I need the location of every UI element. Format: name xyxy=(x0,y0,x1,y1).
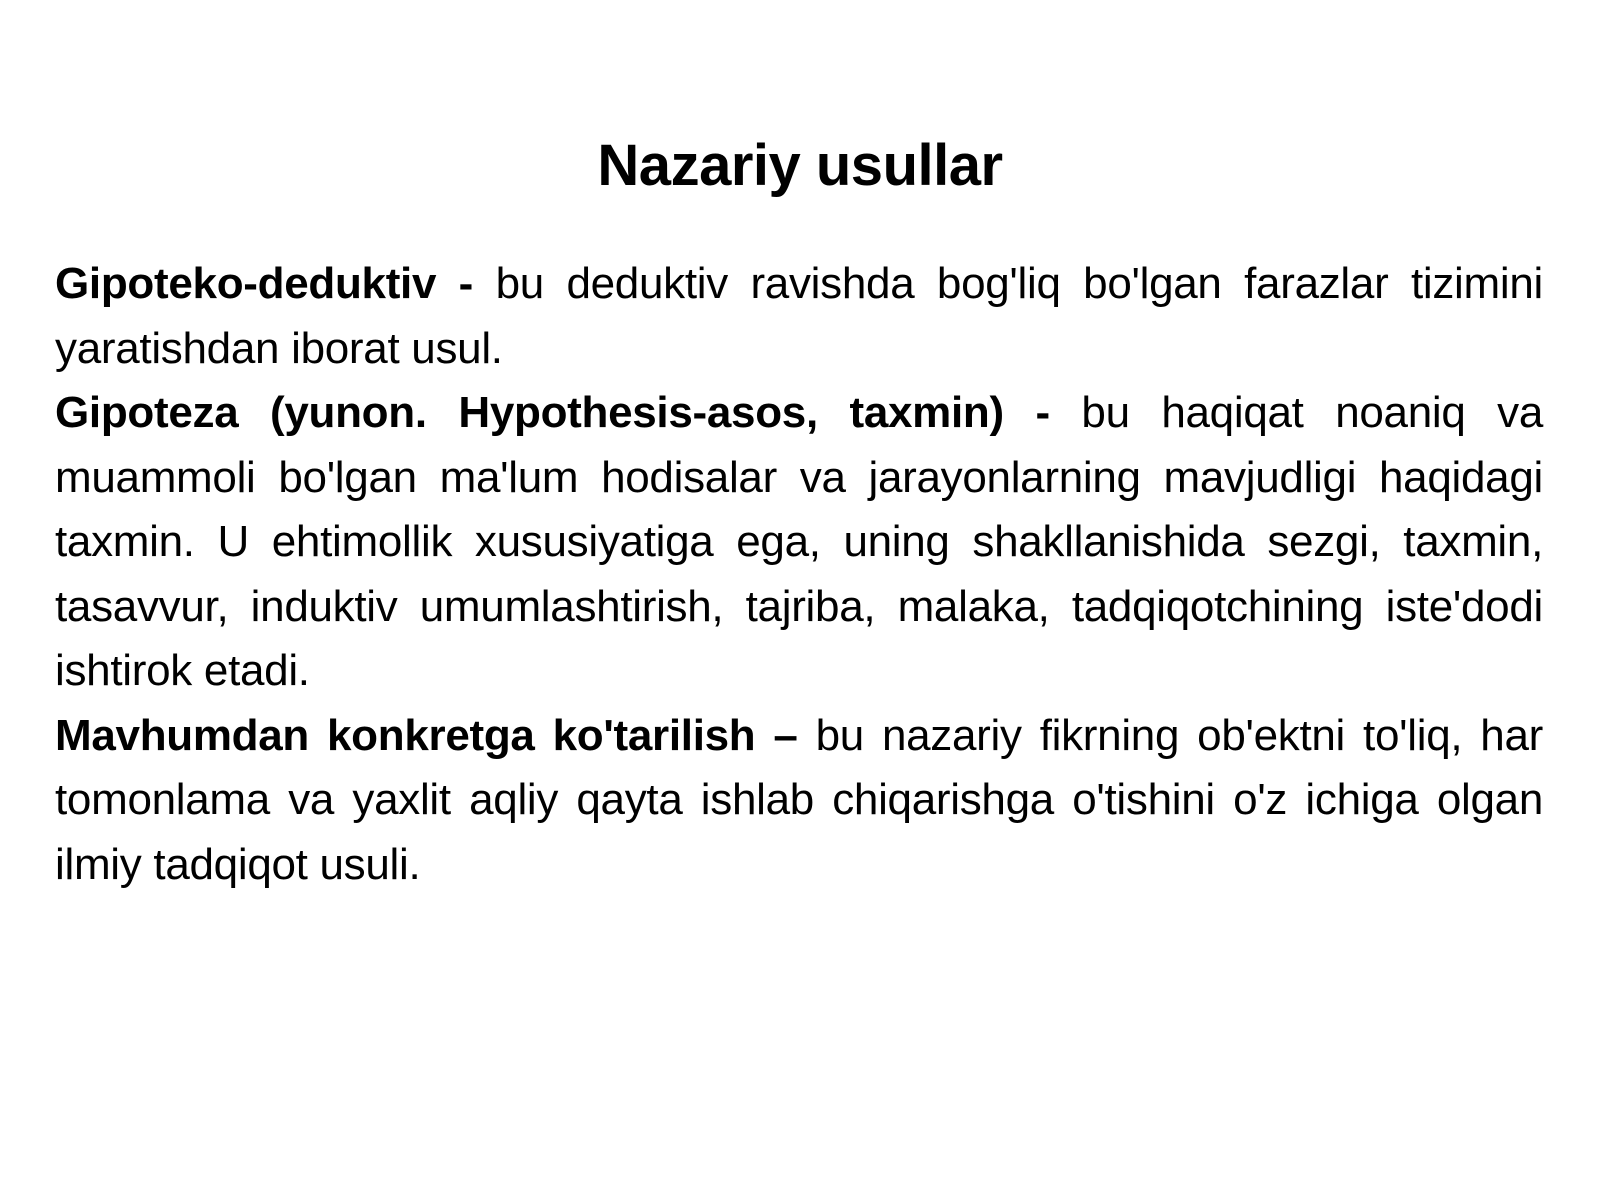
paragraph-gipoteko-deduktiv xyxy=(55,252,1543,381)
term-gipoteko-deduktiv xyxy=(55,259,496,308)
term-text: Mavhumdan konkretga ko'tarilish xyxy=(55,710,756,760)
definition-text: bu nazariy fikrning ob'ektni to'liq, har tomonlama va yaxlit aqliy qayta ishlab chiqarishga o'tishini o'z ichiga olgan ilmiy tadqiqot usuli. xyxy=(55,710,1543,889)
term-text: Gipoteko-deduktiv xyxy=(55,259,437,308)
paragraph-mavhumdan-konkretga xyxy=(55,704,1543,898)
term-text: Gipoteza (yunon. Hypothesis-asos, taxmin) xyxy=(55,388,1004,437)
term-separator: - xyxy=(1003,388,1082,437)
paragraph-gipoteza xyxy=(55,381,1543,704)
slide-body xyxy=(55,252,1543,897)
term-gipoteza xyxy=(55,388,1081,437)
definition-text: bu haqiqat noaniq va muammoli bo'lgan ma'lum hodisalar va jarayonlarning mavjudligi haqidagi taxmin. U ehtimollik xususiyatiga ega, uning shakllanishida sezgi, taxmin, tasavvur, induktiv umumlashtirish, tajriba, malaka, tadqiqotchining iste'dodi ishtirok etadi. xyxy=(55,388,1543,695)
term-separator: - xyxy=(436,259,496,308)
slide-title: Nazariy usullar xyxy=(597,133,1003,198)
definition-text: bu deduktiv ravishda bog'liq bo'lgan farazlar tizimini yaratishdan iborat usul. xyxy=(55,259,1544,373)
term-separator: – xyxy=(755,710,816,760)
term-mavhumdan-konkretga xyxy=(55,711,816,760)
